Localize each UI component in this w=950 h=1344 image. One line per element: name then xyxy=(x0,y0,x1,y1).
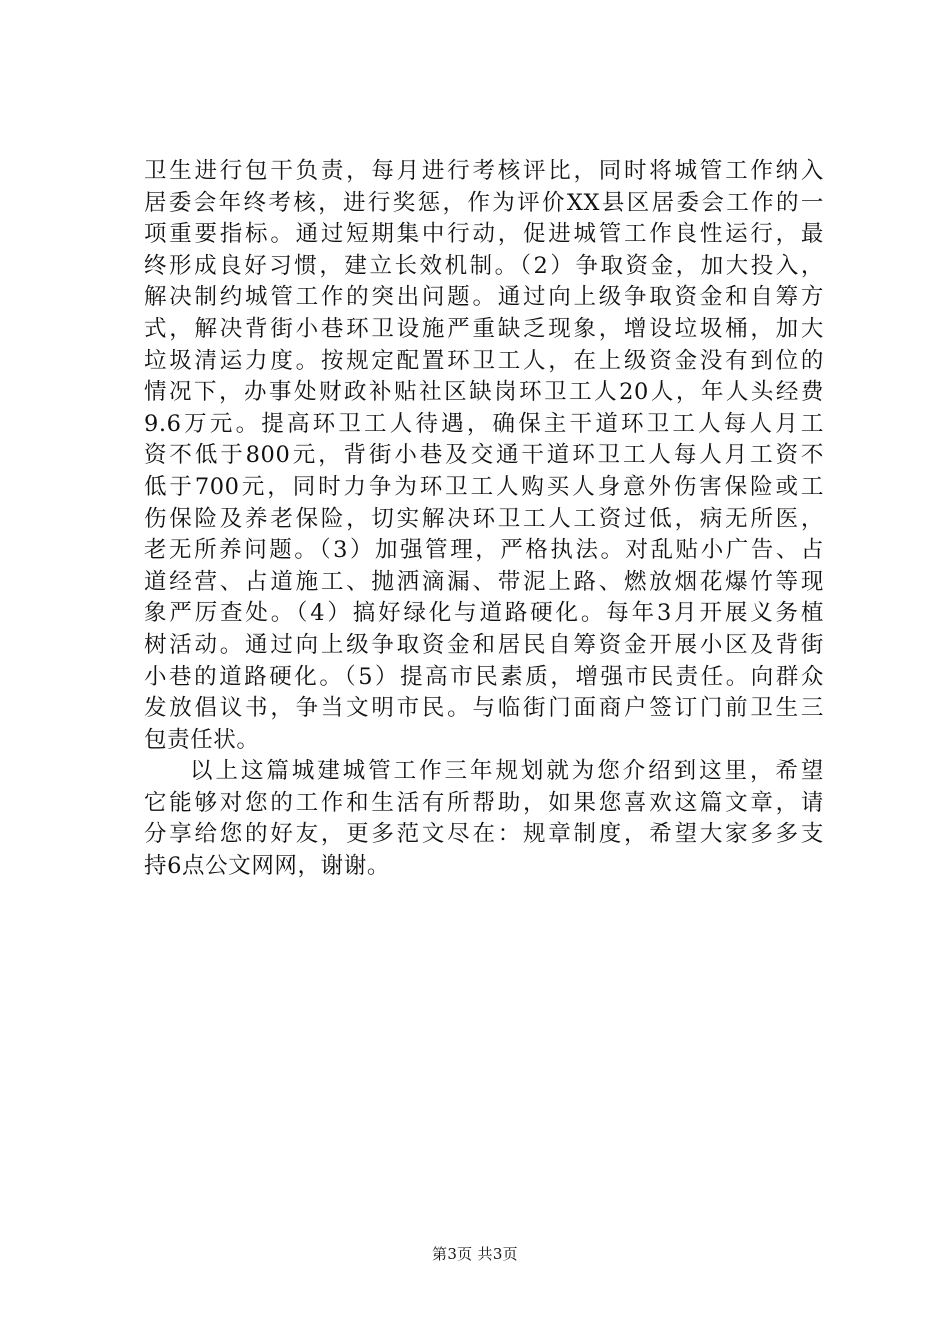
text-line: 式，解决背街小巷环卫设施严重缺乏现象，增设垃圾桶，加大 xyxy=(144,315,824,342)
text-line: 老无所养问题。（3）加强管理，严格执法。对乱贴小广告、占 xyxy=(144,537,824,564)
text-line: 资不低于800元，背街小巷及交通干道环卫工人每人月工资不 xyxy=(144,442,824,469)
text-line: 小巷的道路硬化。（5）提高市民素质，增强市民责任。向群众 xyxy=(144,663,824,690)
text-line: 包责任状。 xyxy=(144,726,260,753)
text-line: 伤保险及养老保险，切实解决环卫工人工资过低，病无所医， xyxy=(144,505,824,532)
text-line: 卫生进行包干负责，每月进行考核评比，同时将城管工作纳入 xyxy=(144,158,824,184)
paragraph-first-line: 以上这篇城建城管工作三年规划就为您介绍到这里，希望 xyxy=(190,758,824,785)
text-line: 垃圾清运力度。按规定配置环卫工人，在上级资金没有到位的 xyxy=(144,347,824,374)
text-line: 低于700元，同时力争为环卫工人购买人身意外伤害保险或工 xyxy=(144,473,824,500)
text-line: 分享给您的好友，更多范文尽在：规章制度，希望大家多多支 xyxy=(144,821,824,848)
text-line: 居委会年终考核，进行奖惩，作为评价XX县区居委会工作的一 xyxy=(144,189,824,216)
text-line: 项重要指标。通过短期集中行动，促进城管工作良性运行，最 xyxy=(144,221,824,248)
text-line: 终形成良好习惯，建立长效机制。（2）争取资金，加大投入， xyxy=(144,252,824,279)
text-line: 树活动。通过向上级争取资金和居民自筹资金开展小区及背街 xyxy=(144,631,824,658)
text-line: 它能够对您的工作和生活有所帮助，如果您喜欢这篇文章，请 xyxy=(144,789,824,816)
document-body xyxy=(144,156,824,883)
text-line: 象严厉查处。（4）搞好绿化与道路硬化。每年3月开展义务植 xyxy=(144,600,824,627)
text-line: 9.6万元。提高环卫工人待遇，确保主干道环卫工人每人月工 xyxy=(144,410,824,437)
text-line: 发放倡议书，争当文明市民。与临街门面商户签订门前卫生三 xyxy=(144,695,824,722)
text-line: 道经营、占道施工、抛洒滴漏、带泥上路、燃放烟花爆竹等现 xyxy=(144,568,824,595)
text-line: 持6点公文网网，谢谢。 xyxy=(144,853,390,880)
text-line: 情况下，办事处财政补贴社区缺岗环卫工人20人，年人头经费 xyxy=(144,379,824,406)
page-number-footer: 第3页 共3页 xyxy=(432,1245,518,1263)
text-line: 解决制约城管工作的突出问题。通过向上级争取资金和自筹方 xyxy=(144,284,824,311)
